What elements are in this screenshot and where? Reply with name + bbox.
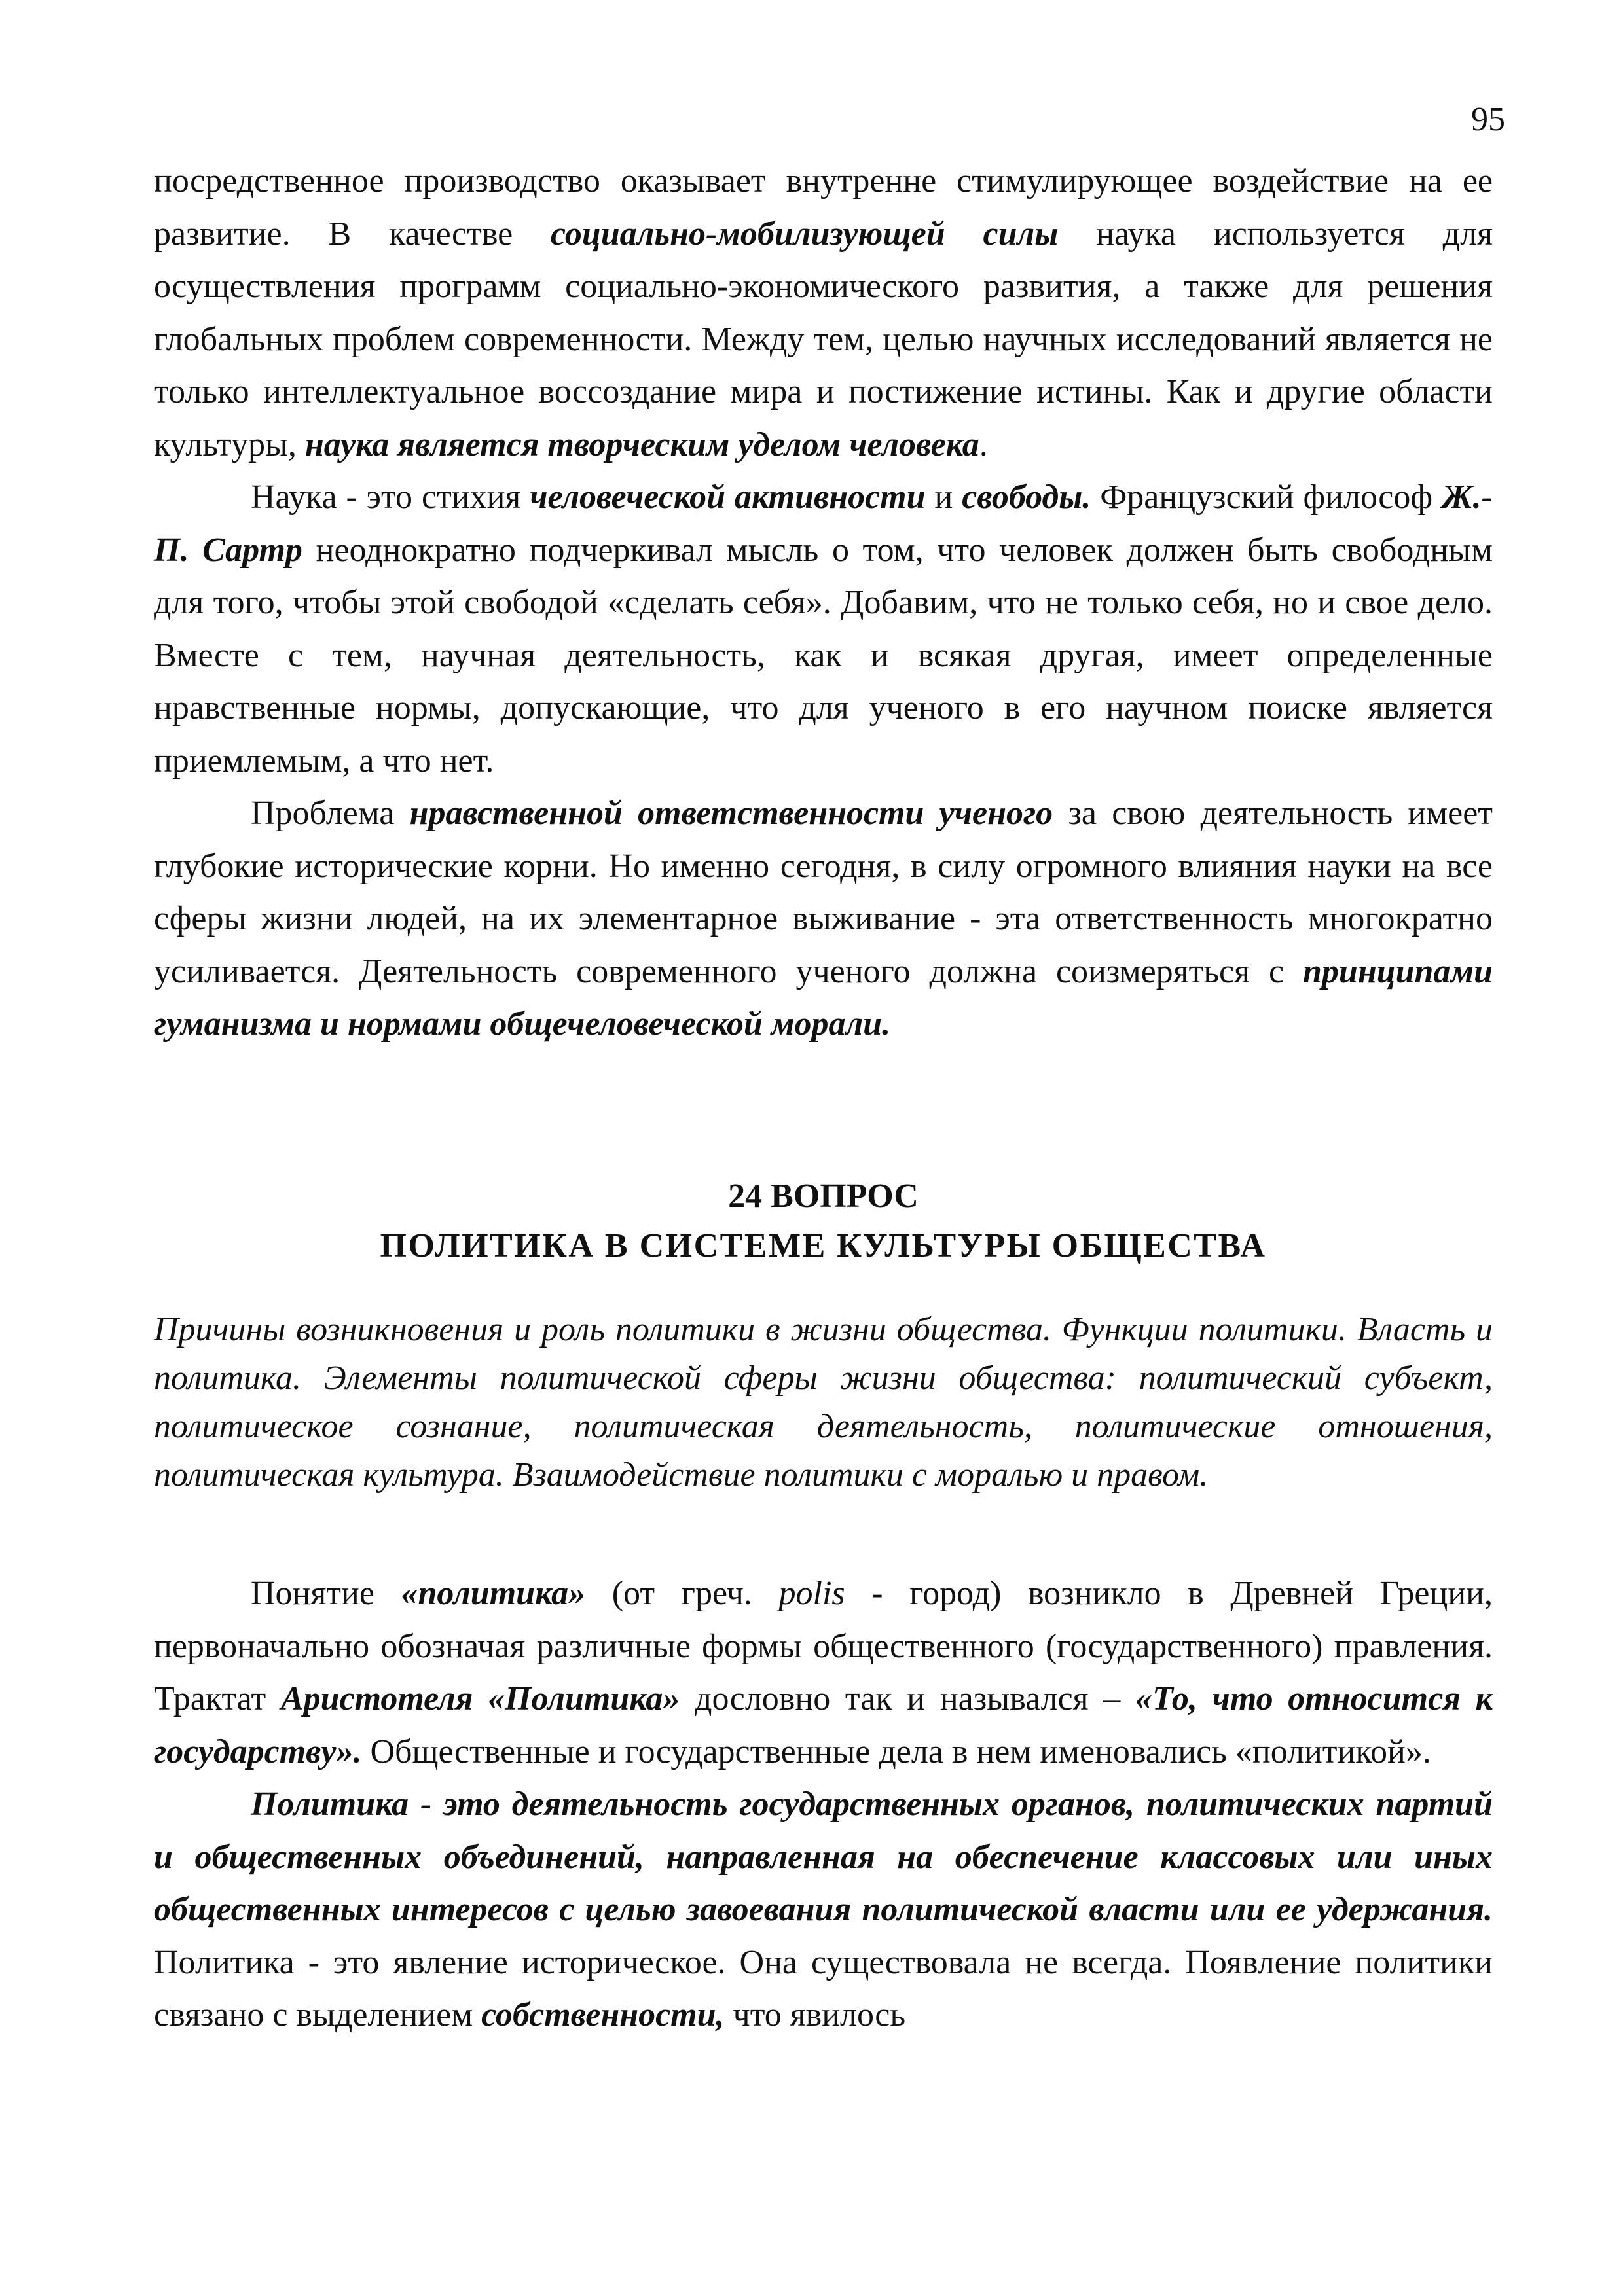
paragraph: Политика - это деятельность государственных органов, политических партий и общественных объединений, направленная на обеспечение классовых или иных общественных интересов с целью завоевания политической власти или ее удержания. Политика - это явление историческое. Она существовала не всегда. Появление политики связано с выделением собственности, что явилось (154, 1785, 1493, 2034)
paragraph: посредственное производство оказывает внутренне стимулирующее воздействие на ее развитие. В качестве социально-мобилизующей силы наука используется для осуществления программ социально-экономического развития, а также для решения глобальных проблем современности. Между тем, целью научных исследований является не только интеллектуальное воссоздание мира и постижение истины. Как и другие области культуры, наука является творческим уделом человека. (154, 162, 1493, 463)
paragraph: Проблема нравственной ответственности ученого за свою деятельность имеет глубокие исторические корни. Но именно сегодня, в силу огромного влияния науки на все сферы жизни людей, на их элементарное выживание - эта ответственность многократно усиливается. Деятельность современного ученого должна соизмеряться с принципами гуманизма и нормами общечеловеческой морали. (154, 795, 1493, 1043)
paragraph: Понятие «политика» (от греч. polis - город) возникло в Древней Греции, первоначально обозначая различные формы общественного (государственного) правления. Трактат Аристотеля «Политика» дословно так и назывался – «То, что относится к государству». Общественные и государственные дела в нем именовались «политикой». (154, 1575, 1493, 1770)
section-abstract: Причины возникновения и роль политики в жизни общества. Функции политики. Власть и политика. Элементы политической сферы жизни общества: политический субъект, политическое сознание, политическая деятельность, политические отношения, политическая культура. Взаимодействие политики с моралью и правом. (154, 1311, 1493, 1494)
body-text-top (154, 155, 1493, 1051)
paragraph: Наука - это стихия человеческой активности и свободы. Французский философ Ж.-П. Сартр неоднократно подчеркивал мысль о том, что человек должен быть свободным для того, чтобы этой свободой «сделать себя». Добавим, что не только себя, но и свое дело. Вместе с тем, научная деятельность, как и всякая другая, имеет определенные нравственные нормы, допускающие, что для ученого в его научном поиске является приемлемым, а что нет. (154, 478, 1493, 780)
body-text-bottom (154, 1568, 1493, 2042)
section-title-heading: ПОЛИТИКА В СИСТЕМЕ КУЛЬТУРЫ ОБЩЕСТВА (380, 1227, 1267, 1265)
page-number: 95 (1471, 101, 1505, 138)
section-number-heading: 24 ВОПРОС (728, 1177, 919, 1215)
